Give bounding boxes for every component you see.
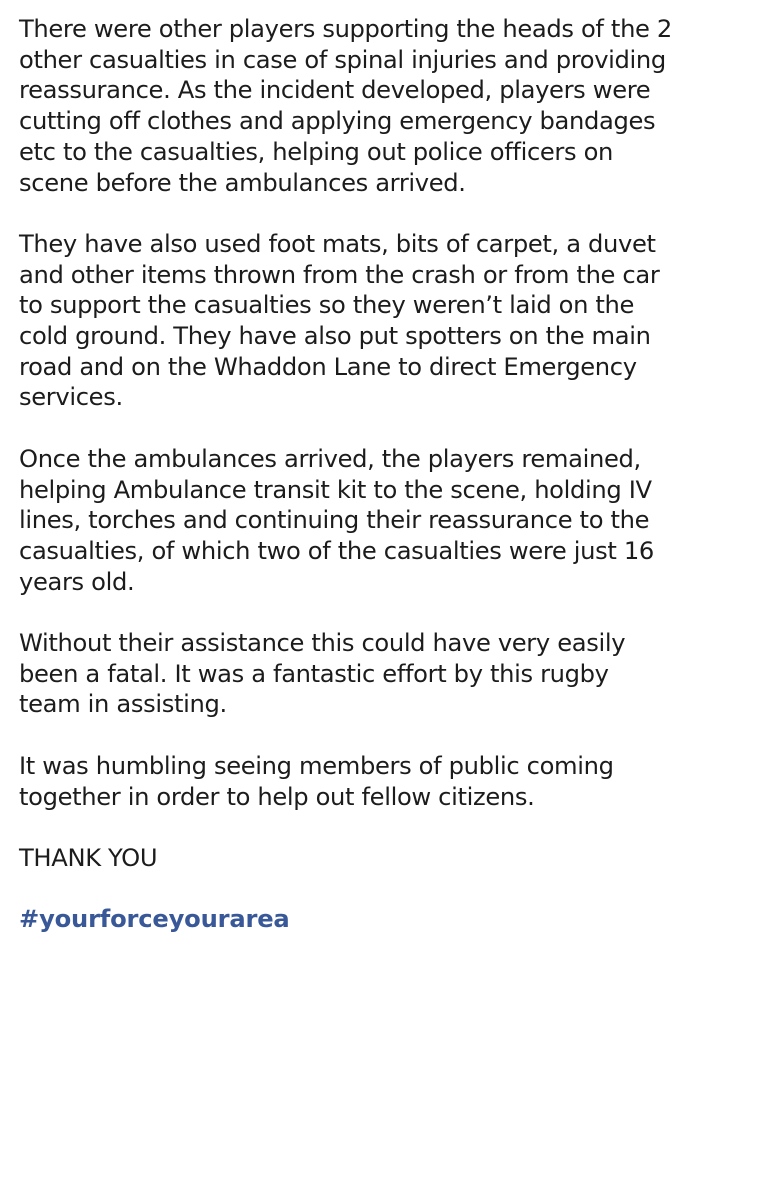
hashtag-link[interactable]: #yourforceyourarea bbox=[19, 905, 290, 934]
post-paragraph-3: Once the ambulances arrived, the players remained, helping Ambulance transit kit to the scene, holding IV lines, torches and continuing their reassurance to the casualties, of which two of the casualties were just 16 years old. bbox=[19, 444, 654, 596]
post-paragraph-4: Without their assistance this could have very easily been a fatal. It was a fantastic effort by this rugby team in assisting. bbox=[19, 629, 626, 719]
post-paragraph-2: They have also used foot mats, bits of carpet, a duvet and other items thrown from the crash or from the car to support the casualties so they weren’t laid on the cold ground. They have also put spotters on the main road and on the Whaddon Lane to direct Emergency services. bbox=[19, 229, 660, 412]
post-signoff: THANK YOU bbox=[19, 843, 158, 872]
post-paragraph-5: It was humbling seeing members of public coming together in order to help out fellow citizens. bbox=[19, 751, 614, 811]
post-body bbox=[19, 14, 754, 935]
post-paragraph-1: There were other players supporting the heads of the 2 other casualties in case of spinal injuries and providing reassurance. As the incident developed, players were cutting off clothes and applying emergency bandages etc to the casualties, helping out police officers on scene before the ambulances arrived. bbox=[19, 15, 672, 197]
